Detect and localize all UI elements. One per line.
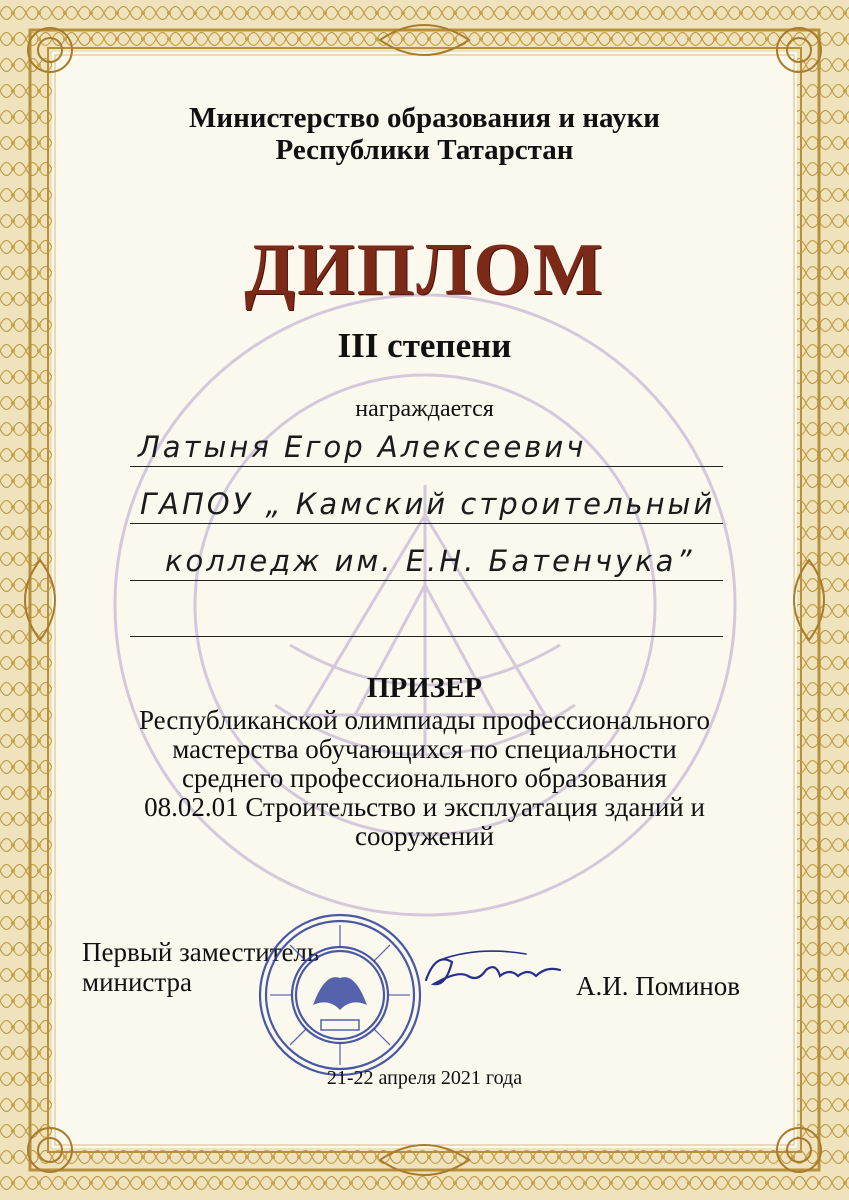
recipient-line-3-rule <box>130 580 723 581</box>
signer-name: А.И. Поминов <box>576 971 740 1001</box>
ministry-line-1: Министерство образования и науки <box>189 102 660 134</box>
handwritten-signature <box>418 940 568 1000</box>
signer-position-line-1: Первый заместитель <box>82 937 320 967</box>
recipient-line-2-rule <box>130 523 723 524</box>
ministry-line-2: Республики Татарстан <box>275 134 574 166</box>
prize-line: мастерства обучающихся по специальности <box>172 734 677 764</box>
recipient-line-4-rule <box>130 636 723 637</box>
award-date: 21-22 апреля 2021 года <box>326 1067 523 1089</box>
prize-line: среднего профессионального образования <box>182 763 667 793</box>
diploma-title: ДИПЛОМ <box>244 229 605 311</box>
diploma-degree: III степени <box>337 326 512 365</box>
ministry-round-stamp <box>255 910 425 1080</box>
prize-line: сооружений <box>355 821 494 851</box>
awarded-label: награждается <box>355 396 494 422</box>
recipient-institution-line-1: ГАПОУ „ Камский строительный <box>140 487 716 521</box>
recipient-line-1-rule <box>130 466 723 467</box>
recipient-name: Латыня Егор Алексеевич <box>138 430 587 464</box>
prize-line: Республиканской олимпиады профессионального <box>139 705 710 735</box>
prize-title: ПРИЗЕР <box>366 672 483 704</box>
signer-position-line-2: министра <box>82 967 193 997</box>
recipient-institution-line-2: колледж им. Е.Н. Батенчука” <box>165 544 695 578</box>
prize-line: 08.02.01 Строительство и эксплуатация зданий и <box>144 792 705 822</box>
